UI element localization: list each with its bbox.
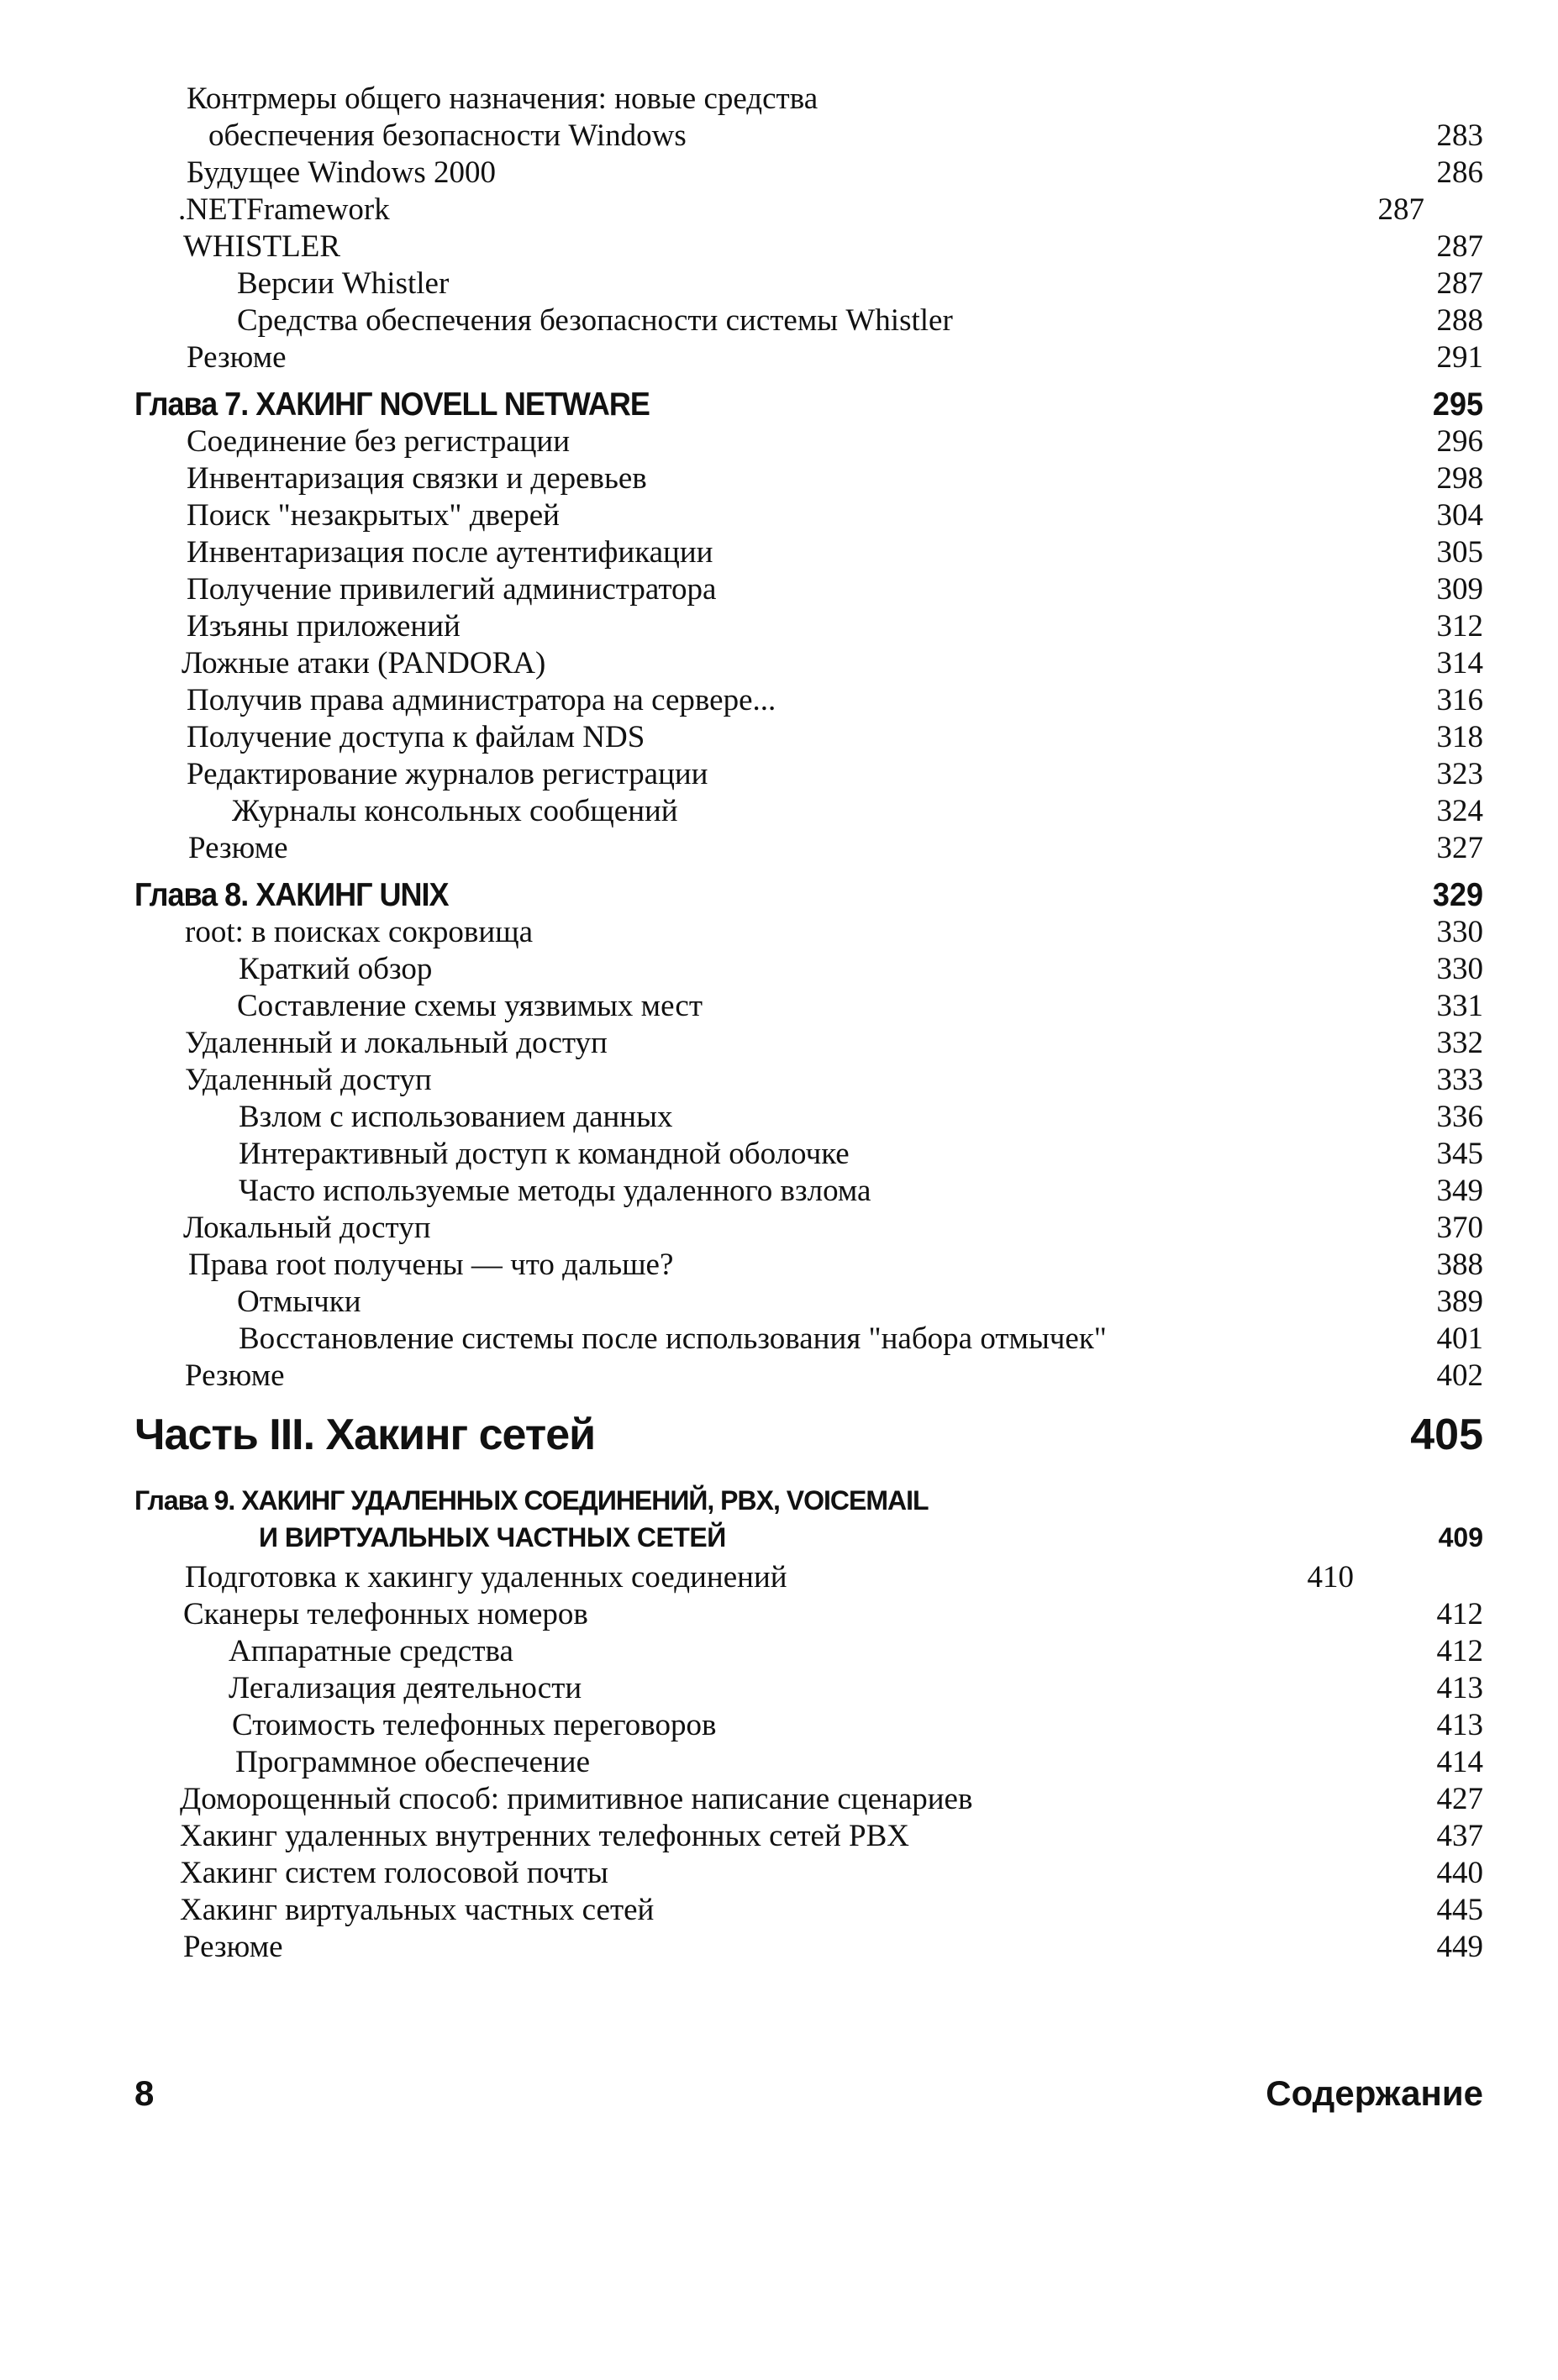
toc-entry-title: Хакинг систем голосовой почты: [180, 1856, 608, 1890]
toc-entry-page: 327: [1436, 831, 1483, 865]
toc-entry-title: WHISTLER: [183, 229, 341, 264]
toc-entry: [134, 192, 1483, 229]
page-number: 8: [134, 2073, 155, 2113]
chapter-page: 295: [1432, 385, 1483, 423]
toc-entry-title: Интерактивный доступ к командной оболочке: [239, 1137, 850, 1171]
toc-entry: [134, 1892, 1483, 1929]
toc-entry-page: 332: [1436, 1026, 1483, 1060]
toc-entry-page: 333: [1436, 1063, 1483, 1097]
toc-entry: [134, 302, 1483, 339]
toc-entry-page: 427: [1436, 1782, 1483, 1816]
toc-entry: [134, 830, 1483, 867]
chapter-page: 409: [1438, 1522, 1483, 1553]
toc-entry-title: Удаленный доступ: [185, 1063, 432, 1097]
toc-entry-page: 323: [1436, 757, 1483, 791]
toc-entry-page: 345: [1436, 1137, 1483, 1171]
toc-entry-title: Резюме: [187, 340, 287, 375]
toc-entry-page: 309: [1436, 572, 1483, 607]
toc-entry-title: Составление схемы уязвимых мест: [237, 989, 703, 1023]
toc-entry: [134, 1744, 1483, 1781]
toc-entry: [134, 1247, 1483, 1284]
toc-entry-title: Локальный доступ: [183, 1211, 431, 1245]
toc-entry: [134, 1818, 1483, 1855]
toc-entry-page: 291: [1436, 340, 1483, 375]
toc-entry-page: 437: [1436, 1819, 1483, 1853]
toc-entry: [134, 1210, 1483, 1247]
toc-entry-title: Часто используемые методы удаленного взлома: [239, 1174, 871, 1208]
toc-entry-title: Поиск "незакрытых" дверей: [187, 498, 560, 533]
toc-entry-title: Получив права администратора на сервере...: [187, 683, 776, 717]
chapter-title-line1: Глава 9. ХАКИНГ УДАЛЕННЫХ СОЕДИНЕНИЙ, PBX, VOICEMAIL: [134, 1485, 929, 1516]
toc-entry-page: 388: [1436, 1248, 1483, 1282]
toc-entry: [134, 534, 1483, 571]
toc-entry: [134, 1707, 1483, 1744]
part-title: Часть III. Хакинг сетей: [134, 1411, 596, 1459]
toc-entry-page: 330: [1436, 952, 1483, 986]
toc-entry-title: Журналы консольных сообщений: [232, 794, 678, 828]
toc-entry-title: Инвентаризация после аутентификации: [187, 535, 713, 570]
toc-entry-page: 449: [1436, 1930, 1483, 1964]
toc-entry-title: Резюме: [185, 1358, 285, 1393]
toc-entry: [134, 1855, 1483, 1892]
toc-entry-title: Резюме: [188, 831, 288, 865]
toc-entry: [134, 81, 1483, 118]
toc-entry-page: 336: [1436, 1100, 1483, 1134]
running-title: Содержание: [1266, 2073, 1483, 2113]
toc-entry-page: 370: [1436, 1211, 1483, 1245]
toc-entry-title: Хакинг удаленных внутренних телефонных сетей PBX: [180, 1819, 909, 1853]
toc-entry: [134, 756, 1483, 793]
toc-entry: [134, 1596, 1483, 1633]
toc-entry: [134, 1559, 1483, 1596]
toc-entry-page: 288: [1436, 303, 1483, 338]
toc-entry-title: Взлом с использованием данных: [239, 1100, 673, 1134]
toc-entry-page: 389: [1436, 1285, 1483, 1319]
toc-entry-page: 414: [1436, 1745, 1483, 1779]
toc-entry-page: 312: [1436, 609, 1483, 644]
chapter-title: Глава 8. ХАКИНГ UNIX: [134, 875, 449, 913]
toc-entry: [134, 719, 1483, 756]
toc-entry: [134, 645, 1483, 682]
toc-entry-page: 331: [1436, 989, 1483, 1023]
toc-entry-page: 413: [1436, 1708, 1483, 1742]
toc-entry-title: Стоимость телефонных переговоров: [232, 1708, 717, 1742]
part-page: 405: [1410, 1411, 1483, 1459]
toc-entry: [134, 571, 1483, 608]
toc-entry-title: Ложные атаки (PANDORA): [182, 646, 546, 680]
toc-entry-page: 305: [1436, 535, 1483, 570]
toc-entry-page: 287: [1377, 192, 1424, 227]
toc-entry-page: 410: [1307, 1560, 1354, 1595]
chapter-page: 329: [1432, 875, 1483, 913]
toc-entry-title: обеспечения безопасности Windows: [208, 118, 687, 153]
toc-entry-title: Краткий обзор: [239, 952, 433, 986]
toc-entry: [134, 118, 1483, 155]
toc-entry-page: 330: [1436, 915, 1483, 949]
toc-entry: [134, 682, 1483, 719]
toc-entry-page: 296: [1436, 424, 1483, 459]
toc-entry-page: 412: [1436, 1597, 1483, 1631]
toc-entry-page: 298: [1436, 461, 1483, 496]
toc-entry: [134, 914, 1483, 951]
toc-entry-title: Получение привилегий администратора: [187, 572, 717, 607]
toc-entry: [134, 951, 1483, 988]
toc-entry: [134, 423, 1483, 460]
toc-entry-title: Изъяны приложений: [187, 609, 461, 644]
toc-entry: [134, 229, 1483, 265]
toc-entry: [134, 1781, 1483, 1818]
toc-entry-page: 287: [1436, 229, 1483, 264]
toc-entry-title: Отмычки: [237, 1285, 361, 1319]
toc-entry: [134, 988, 1483, 1025]
toc-entry-page: 413: [1436, 1671, 1483, 1705]
toc-entry-page: 445: [1436, 1893, 1483, 1927]
toc-entry-title: Права root получены — что дальше?: [188, 1248, 674, 1282]
toc-entry: [134, 1062, 1483, 1099]
table-of-contents: [134, 81, 1483, 1966]
toc-entry: [134, 155, 1483, 192]
toc-entry: [134, 460, 1483, 497]
toc-entry: [134, 339, 1483, 376]
toc-entry-page: 286: [1436, 155, 1483, 190]
chapter-heading: [134, 1482, 1483, 1559]
toc-entry-title: Резюме: [183, 1930, 283, 1964]
toc-entry-page: 283: [1436, 118, 1483, 153]
toc-entry-title: Редактирование журналов регистрации: [187, 757, 708, 791]
toc-entry: [134, 265, 1483, 302]
toc-entry-title: Версии Whistler: [237, 266, 450, 301]
toc-entry: [134, 1633, 1483, 1670]
toc-entry: [134, 1321, 1483, 1358]
chapter-heading: [134, 383, 1483, 425]
toc-entry-title: .NETFramework: [178, 192, 390, 227]
toc-entry-title: Контрмеры общего назначения: новые средства: [187, 81, 818, 116]
toc-entry-page: 402: [1436, 1358, 1483, 1393]
toc-entry: [134, 1136, 1483, 1173]
toc-entry: [134, 1358, 1483, 1395]
toc-entry-title: Удаленный и локальный доступ: [185, 1026, 608, 1060]
toc-entry-page: 316: [1436, 683, 1483, 717]
toc-entry-title: Программное обеспечение: [235, 1745, 591, 1779]
toc-entry-page: 324: [1436, 794, 1483, 828]
toc-entry-title: Доморощенный способ: примитивное написание сценариев: [180, 1782, 973, 1816]
toc-entry: [134, 1099, 1483, 1136]
toc-entry-title: Хакинг виртуальных частных сетей: [180, 1893, 655, 1927]
toc-entry-page: 440: [1436, 1856, 1483, 1890]
toc-entry: [134, 608, 1483, 645]
toc-entry-title: root: в поисках сокровища: [185, 915, 534, 949]
toc-entry-page: 314: [1436, 646, 1483, 680]
toc-entry: [134, 1284, 1483, 1321]
toc-entry-title: Легализация деятельности: [229, 1671, 582, 1705]
page-footer: [134, 2068, 1483, 2119]
toc-entry-title: Получение доступа к файлам NDS: [187, 720, 645, 754]
toc-entry-title: Инвентаризация связки и деревьев: [187, 461, 647, 496]
toc-entry: [134, 1173, 1483, 1210]
chapter-title: Глава 7. ХАКИНГ NOVELL NETWARE: [134, 385, 650, 423]
toc-entry-page: 412: [1436, 1634, 1483, 1668]
toc-entry-title: Сканеры телефонных номеров: [183, 1597, 588, 1631]
toc-entry: [134, 1929, 1483, 1966]
chapter-title-line2: И ВИРТУАЛЬНЫХ ЧАСТНЫХ СЕТЕЙ: [259, 1522, 726, 1553]
toc-entry-page: 318: [1436, 720, 1483, 754]
toc-entry-title: Будущее Windows 2000: [187, 155, 496, 190]
toc-entry: [134, 1670, 1483, 1707]
toc-entry-title: Аппаратные средства: [229, 1634, 513, 1668]
toc-entry-title: Подготовка к хакингу удаленных соединений: [185, 1560, 787, 1595]
toc-entry-page: 304: [1436, 498, 1483, 533]
toc-entry: [134, 1025, 1483, 1062]
chapter-heading: [134, 874, 1483, 916]
part-heading: [134, 1403, 1483, 1467]
toc-entry: [134, 497, 1483, 534]
toc-entry: [134, 793, 1483, 830]
toc-entry-page: 349: [1436, 1174, 1483, 1208]
toc-entry-title: Восстановление системы после использования "набора отмычек": [239, 1321, 1107, 1356]
toc-entry-title: Соединение без регистрации: [187, 424, 571, 459]
toc-entry-title: Средства обеспечения безопасности системы Whistler: [237, 303, 953, 338]
toc-entry-page: 401: [1436, 1321, 1483, 1356]
toc-entry-page: 287: [1436, 266, 1483, 301]
